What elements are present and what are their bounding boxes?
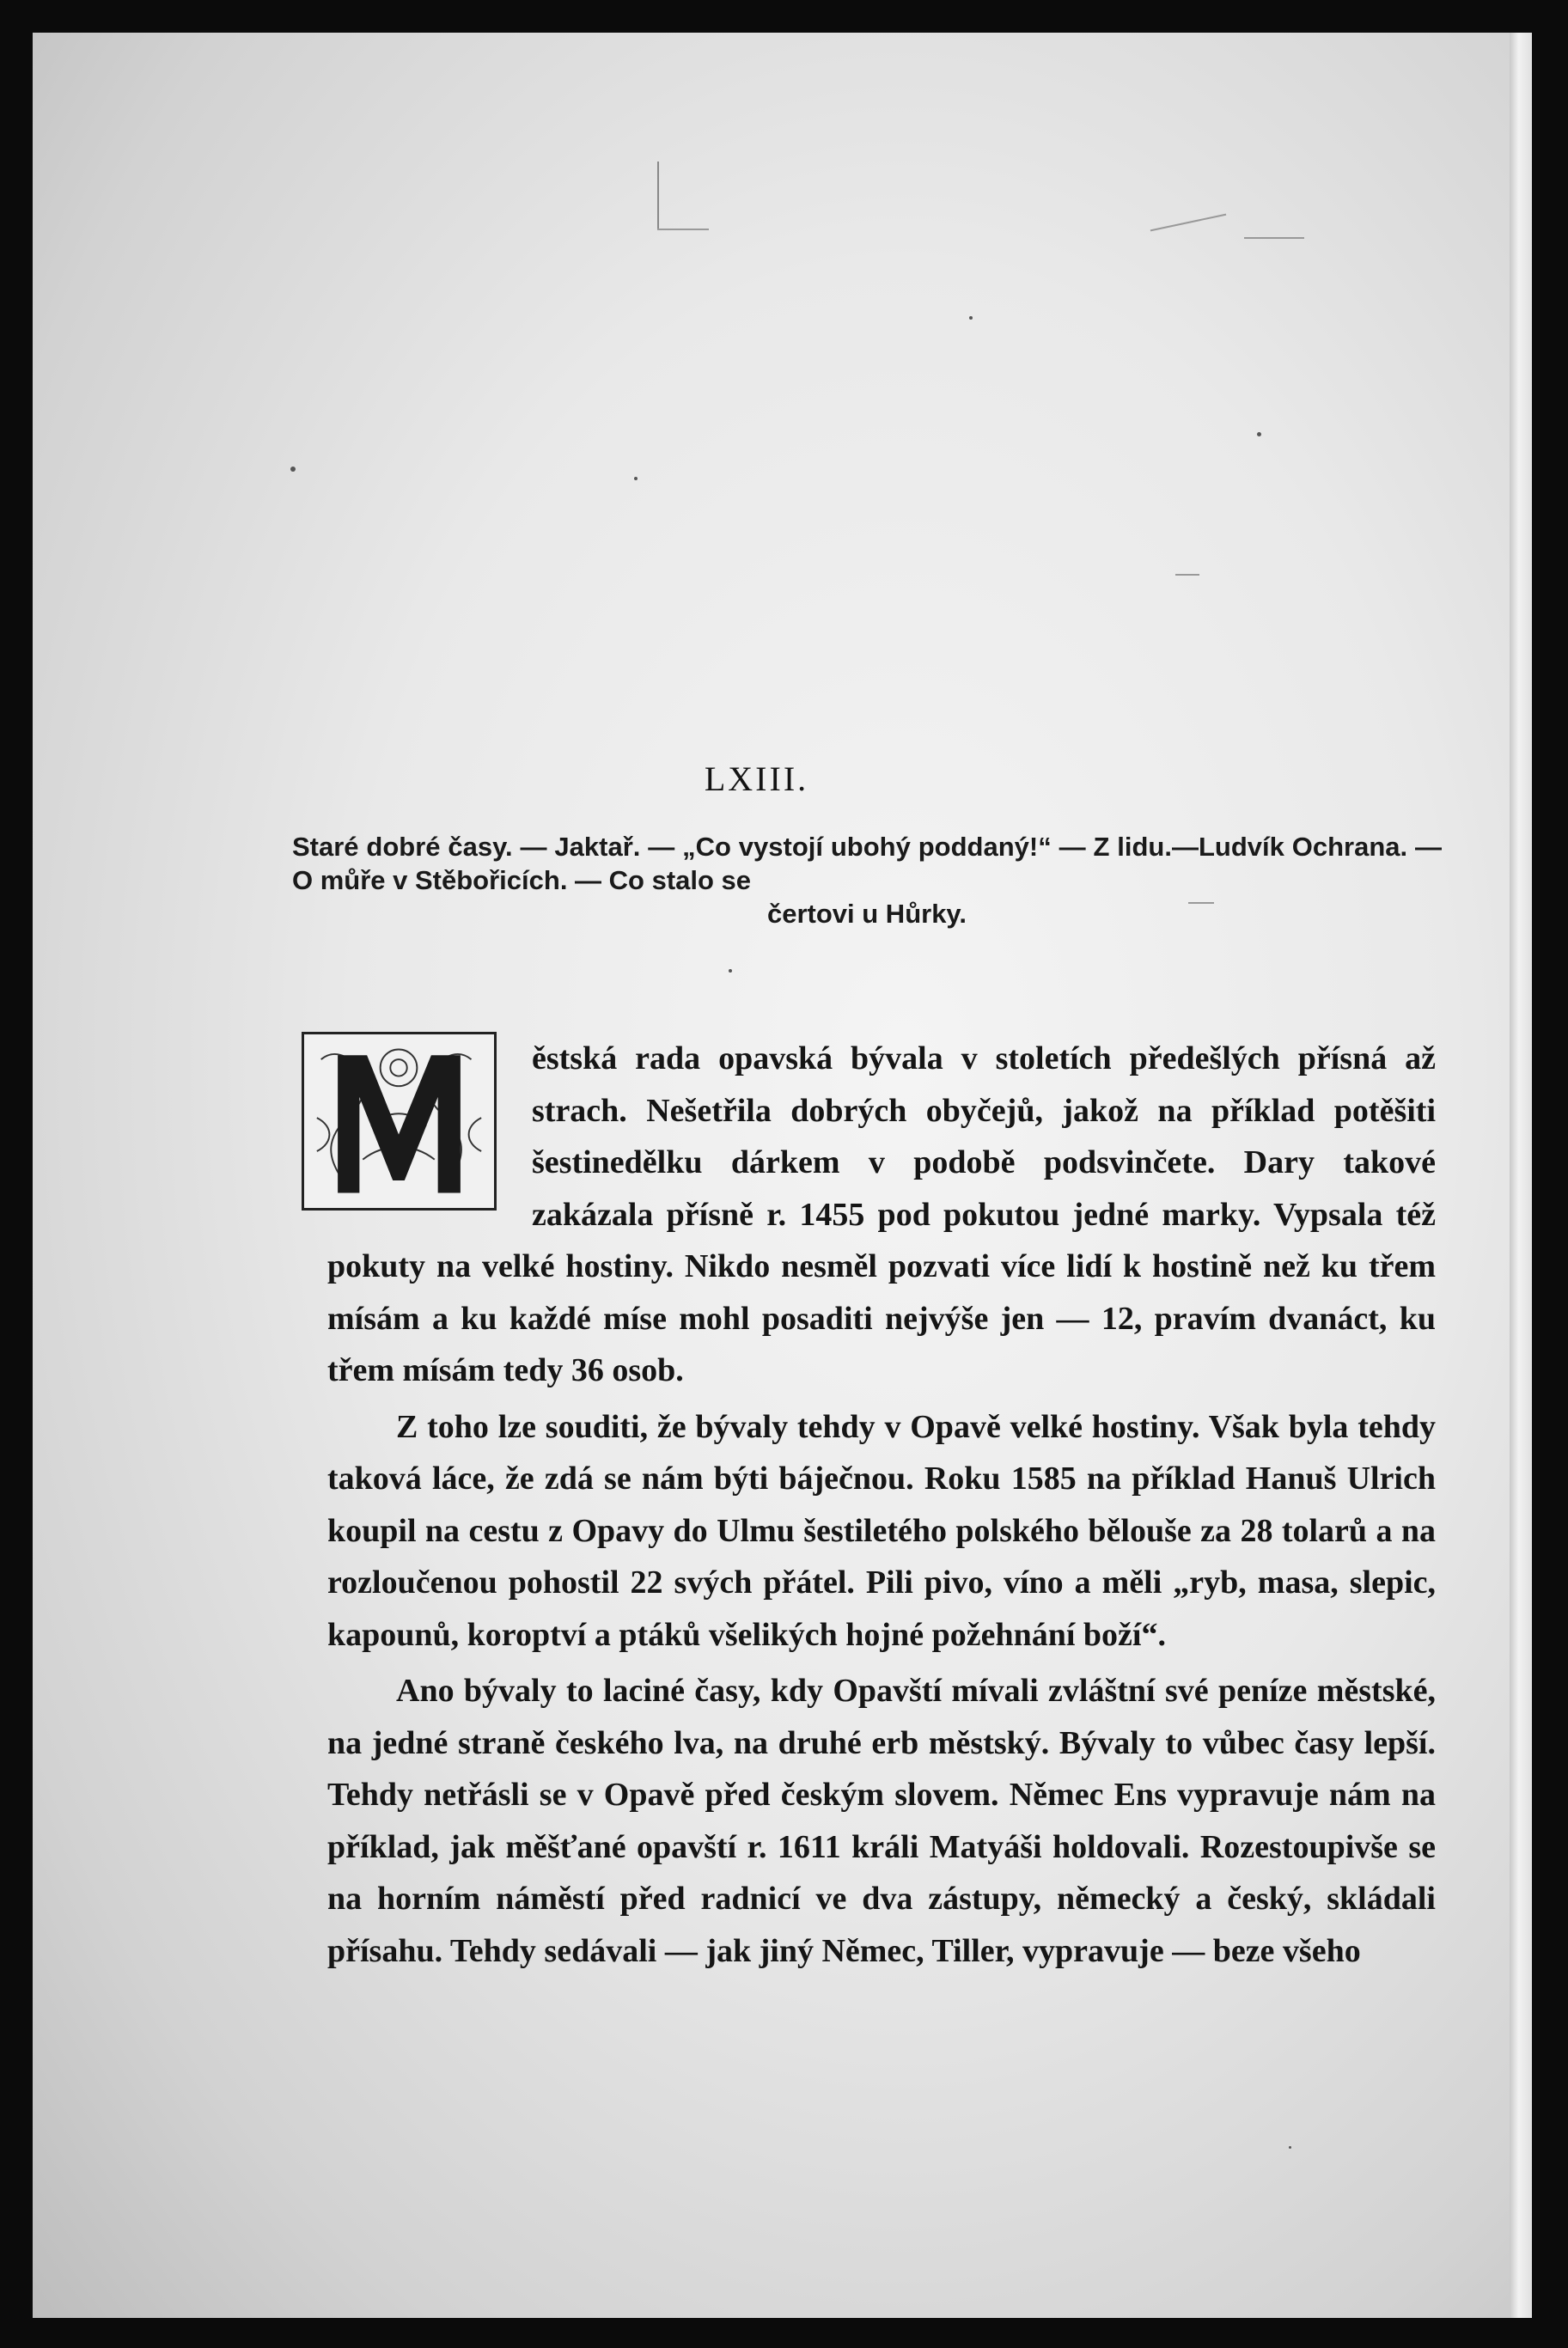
body-text <box>327 1033 1436 1977</box>
initial-letter: M <box>304 1034 306 1035</box>
chapter-subtitle <box>292 830 1442 930</box>
subtitle-line: čertovi u Hůrky. <box>766 899 967 929</box>
page-content <box>33 33 1532 2318</box>
dropcap-space <box>327 1033 532 1239</box>
paragraph: ěstská rada opavská bývala v stoletích předešlých přísná až strach. Nešetřila dobrých obyčejů, jakož na příklad potěšiti šestinedělku dárkem v podobě podsvinčete. Dary takové zakázala přísně r. 1455 pod pokutou jedné marky. Vypsala též pokuty na velké hostiny. Nikdo nesměl pozvati více lidí k hostině než ku třem mísám a ku každé míse mohl posaditi nejvýše jen — 12, pravím dvanáct, ku třem mísám tedy 36 osob. <box>327 1040 1436 1388</box>
book-page <box>33 33 1532 2318</box>
paragraph: Z toho lze souditi, že bývaly tehdy v Opavě velké hostiny. Však byla tehdy taková láce, že zdá se nám býti báječnou. Roku 1585 na příklad Hanuš Ulrich koupil na cestu z Opavy do Ulmu šestiletého polského bělouše za 28 tolarů a na rozloučenou pohostil 22 svých přátel. Pili pivo, víno a měli „ryb, masa, slepic, kapounů, koroptví a ptáků všelikých hojné požehnání boží“. <box>327 1408 1436 1653</box>
chapter-number: LXIII. <box>704 759 809 798</box>
subtitle-line: Staré dobré časy. — Jaktař. — „Co vystojí ubohý poddaný!“ — <box>292 832 1086 862</box>
paragraph: Ano bývaly to laciné časy, kdy Opavští mívali zvláštní své peníze městské, na jedné straně českého lva, na druhé erb městský. Bývaly to vůbec časy lepší. Tehdy netřásli se v Opavě před českým slovem. Němec Ens vypravuje nám na příklad, jak měšťané opavští r. 1611 králi Matyáši holdovali. Rozestoupivše se na horním náměstí před radnicí ve dva zástupy, německý a český, skládali přísahu. Tehdy sedávali — jak jiný Němec, Tiller, vypravuje — beze všeho <box>327 1673 1436 1969</box>
subtitle-line: Z lidu.—Ludvík Ochrana. — O můře v Stěbořicích. — Co stalo se <box>292 832 1442 895</box>
